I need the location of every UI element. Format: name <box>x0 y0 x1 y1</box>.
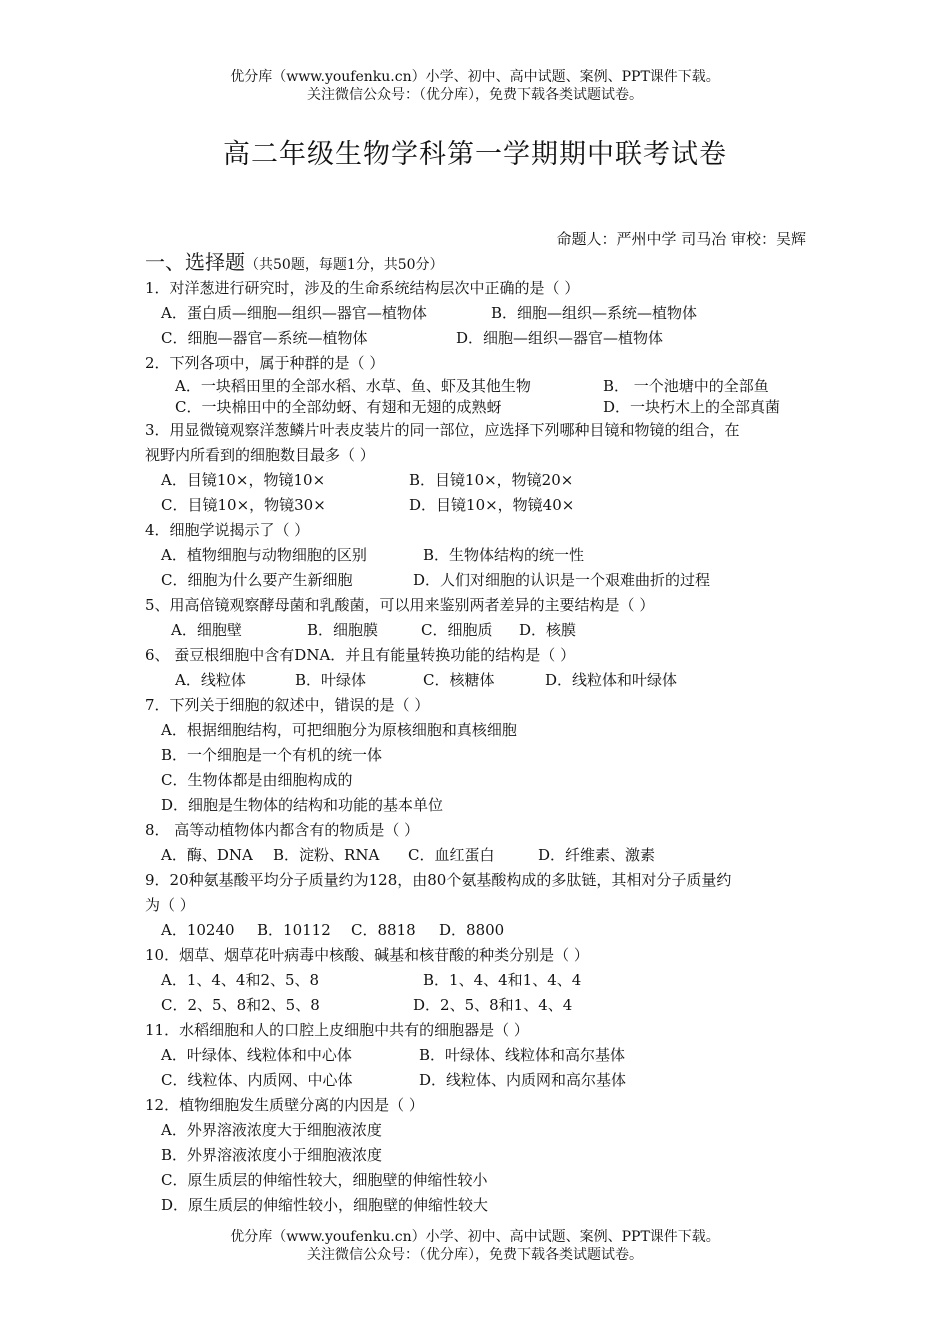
option-row <box>145 968 810 993</box>
option-b: B．目镜10×，物镜20× <box>409 471 574 489</box>
option-b: B．细胞—组织—系统—植物体 <box>491 304 698 322</box>
option-b: B．淀粉、RNA <box>273 846 380 864</box>
question-stem: 1．对洋葱进行研究时，涉及的生命系统结构层次中正确的是（ ） <box>145 279 580 297</box>
option-a: A．根据细胞结构，可把细胞分为原核细胞和真核细胞 <box>161 721 517 739</box>
option-c: C．细胞质 <box>421 621 493 639</box>
question-stem: 5、用高倍镜观察酵母菌和乳酸菌，可以用来鉴别两者差异的主要结构是（ ） <box>145 596 655 614</box>
question-list <box>145 248 810 1218</box>
option-a: A．酶、DNA <box>161 846 253 864</box>
question-stem-cont: 视野内所看到的细胞数目最多（ ） <box>145 446 375 464</box>
option-row <box>145 493 810 518</box>
question-stem: 9．20种氨基酸平均分子质量约为128，由80个氨基酸构成的多肽链，其相对分子质量约 <box>145 871 732 889</box>
option-row <box>145 376 810 397</box>
option-d: D．原生质层的伸缩性较小，细胞壁的伸缩性较大 <box>161 1196 489 1214</box>
question-stem: 6、 蚕豆根细胞中含有DNA．并且有能量转换功能的结构是（ ） <box>145 646 576 664</box>
option-c: C．细胞为什么要产生新细胞 <box>161 571 353 589</box>
option-row <box>145 1043 810 1068</box>
exam-title: 高二年级生物学科第一学期期中联考试卷 <box>223 139 727 170</box>
header-line-2: 关注微信公众号：（优分库），免费下载各类试题试卷。 <box>307 87 643 103</box>
option-a: A．蛋白质—细胞—组织—器官—植物体 <box>161 304 427 322</box>
option-row <box>145 326 810 351</box>
option-row <box>145 397 810 418</box>
question-stem: 3．用显微镜观察洋葱鳞片叶表皮装片的同一部位，应选择下列哪种目镜和物镜的组合，在 <box>145 421 740 439</box>
option-a: A．目镜10×，物镜10× <box>161 471 326 489</box>
option-b: B．10112 <box>257 921 331 939</box>
question-stem: 10．烟草、烟草花叶病毒中核酸、碱基和核苷酸的种类分别是（ ） <box>145 946 589 964</box>
footer-line-2: 关注微信公众号：（优分库），免费下载各类试题试卷。 <box>307 1247 643 1263</box>
option-row <box>145 543 810 568</box>
option-c: C．目镜10×，物镜30× <box>161 496 326 514</box>
option-d: D．人们对细胞的认识是一个艰难曲折的过程 <box>413 571 711 589</box>
section-note: （共50题，每题1分，共50分） <box>245 257 444 273</box>
question-stem: 4．细胞学说揭示了（ ） <box>145 521 310 539</box>
option-a: A．一块稻田里的全部水稻、水草、鱼、虾及其他生物 <box>175 377 531 395</box>
option-c: C．生物体都是由细胞构成的 <box>161 771 353 789</box>
section-heading <box>145 248 810 276</box>
option-row <box>145 918 810 943</box>
option-a: A．叶绿体、线粒体和中心体 <box>161 1046 352 1064</box>
option-d: D．纤维素、激素 <box>538 846 656 864</box>
option-b: B．外界溶液浓度小于细胞液浓度 <box>161 1146 383 1164</box>
option-a: A．细胞壁 <box>171 621 242 639</box>
option-a: A．10240 <box>161 921 235 939</box>
option-a: A．植物细胞与动物细胞的区别 <box>161 546 367 564</box>
option-d: D．目镜10×，物镜40× <box>409 496 575 514</box>
option-b: B．生物体结构的统一性 <box>423 546 585 564</box>
option-b: B． 一个池塘中的全部鱼 <box>603 377 769 395</box>
option-row <box>145 1068 810 1093</box>
option-b: B．细胞膜 <box>307 621 379 639</box>
question-stem: 11．水稻细胞和人的口腔上皮细胞中共有的细胞器是（ ） <box>145 1021 529 1039</box>
option-b: B．叶绿体 <box>295 671 367 689</box>
option-c: C．细胞—器官—系统—植物体 <box>161 329 368 347</box>
option-c: C．线粒体、内质网、中心体 <box>161 1071 353 1089</box>
option-row <box>145 468 810 493</box>
option-a: A．外界溶液浓度大于细胞液浓度 <box>161 1121 382 1139</box>
option-d: D．8800 <box>439 921 505 939</box>
option-c: C．核糖体 <box>423 671 495 689</box>
option-a: A．1、4、4和2、5、8 <box>161 971 320 989</box>
option-c: C．一块棉田中的全部幼蚜、有翅和无翅的成熟蚜 <box>175 398 502 416</box>
option-b: B．一个细胞是一个有机的统一体 <box>161 746 383 764</box>
option-c: C．8818 <box>351 921 416 939</box>
option-row <box>145 568 810 593</box>
option-row <box>145 993 810 1018</box>
question-stem: 12．植物细胞发生质壁分离的内因是（ ） <box>145 1096 424 1114</box>
option-d: D．线粒体、内质网和高尔基体 <box>419 1071 627 1089</box>
option-row <box>145 618 810 643</box>
option-d: D．线粒体和叶绿体 <box>545 671 678 689</box>
option-d: D．细胞是生物体的结构和功能的基本单位 <box>161 796 444 814</box>
footer-line-1: 优分库（www.youfenku.cn）小学、初中、高中试题、案例、PPT课件下载。 <box>230 1229 720 1245</box>
option-d: D．核膜 <box>519 621 577 639</box>
option-d: D．2、5、8和1、4、4 <box>413 996 573 1014</box>
option-b: B．叶绿体、线粒体和高尔基体 <box>419 1046 626 1064</box>
question-stem: 8． 高等动植物体内都含有的物质是（ ） <box>145 821 420 839</box>
option-c: C．2、5、8和2、5、8 <box>161 996 320 1014</box>
option-row <box>145 843 810 868</box>
option-c: C．原生质层的伸缩性较大，细胞壁的伸缩性较小 <box>161 1171 488 1189</box>
option-row <box>145 301 810 326</box>
section-title: 一、选择题 <box>145 250 245 274</box>
option-row <box>145 668 810 693</box>
option-a: A．线粒体 <box>175 671 246 689</box>
option-d: D．一块朽木上的全部真菌 <box>603 398 781 416</box>
header-line-1: 优分库（www.youfenku.cn）小学、初中、高中试题、案例、PPT课件下载。 <box>230 69 720 85</box>
question-stem: 2．下列各项中，属于种群的是（ ） <box>145 354 385 372</box>
question-stem: 7．下列关于细胞的叙述中，错误的是（ ） <box>145 696 430 714</box>
option-c: C．血红蛋白 <box>408 846 495 864</box>
option-b: B．1、4、4和1、4、4 <box>423 971 582 989</box>
question-stem-cont: 为（ ） <box>145 896 195 914</box>
author-byline: 命题人：严州中学 司马冶 审校：吴辉 <box>556 230 806 248</box>
option-d: D．细胞—组织—器官—植物体 <box>456 329 664 347</box>
page-footer <box>0 1228 950 1264</box>
page-header <box>0 68 950 104</box>
